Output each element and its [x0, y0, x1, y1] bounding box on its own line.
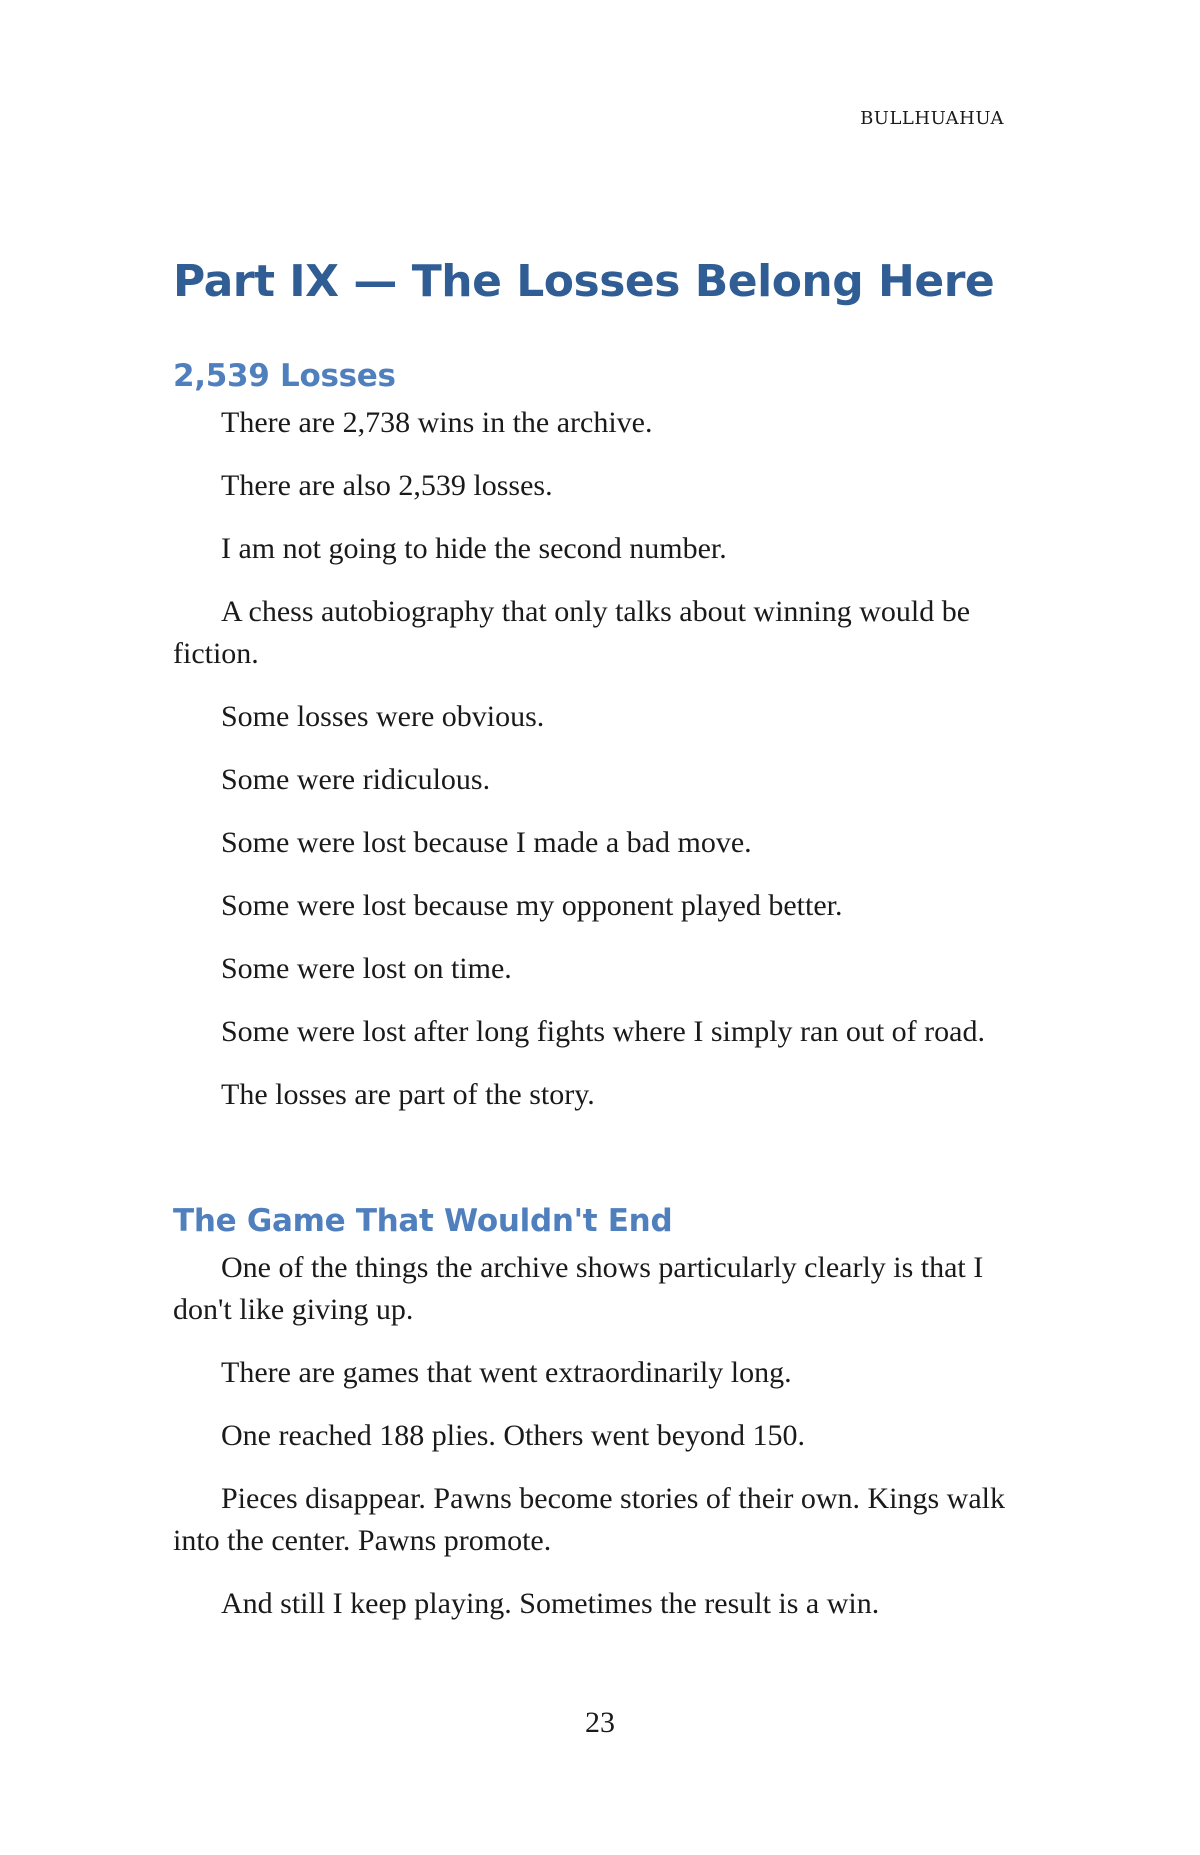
- running-header: BULLHUAHUA: [860, 108, 1004, 129]
- paragraph: There are games that went extraordinarily long.: [221, 1356, 792, 1389]
- paragraph: Some were ridiculous.: [221, 763, 491, 796]
- paragraph: Some were lost because I made a bad move.: [221, 826, 752, 859]
- paragraph: Some were lost because my opponent played better.: [221, 889, 843, 922]
- paragraph: There are 2,738 wins in the archive.: [221, 406, 653, 439]
- paragraph: Some losses were obvious.: [221, 700, 545, 733]
- section-long-game: [173, 1201, 1023, 1646]
- paragraph: And still I keep playing. Sometimes the result is a win.: [221, 1587, 880, 1620]
- paragraph: Some were lost on time.: [221, 952, 512, 985]
- section-heading: 2,539 Losses: [173, 358, 396, 394]
- paragraph: A chess autobiography that only talks about winning would be fiction.: [173, 595, 971, 670]
- paragraph: Some were lost after long fights where I simply ran out of road.: [221, 1015, 985, 1048]
- paragraph: One of the things the archive shows particularly clearly is that I don't like giving up.: [173, 1251, 984, 1326]
- chapter-title: Part IX — The Losses Belong Here: [173, 256, 995, 307]
- paragraph: Pieces disappear. Pawns become stories of their own. Kings walk into the center. Pawns promote.: [173, 1482, 1005, 1557]
- paragraph: One reached 188 plies. Others went beyond 150.: [221, 1419, 806, 1452]
- section-losses: [173, 356, 1023, 1137]
- paragraph: There are also 2,539 losses.: [221, 469, 553, 502]
- paragraph: I am not going to hide the second number.: [221, 532, 727, 565]
- page-number: 23: [585, 1706, 615, 1739]
- section-heading: The Game That Wouldn't End: [173, 1203, 673, 1239]
- paragraph: The losses are part of the story.: [221, 1078, 595, 1111]
